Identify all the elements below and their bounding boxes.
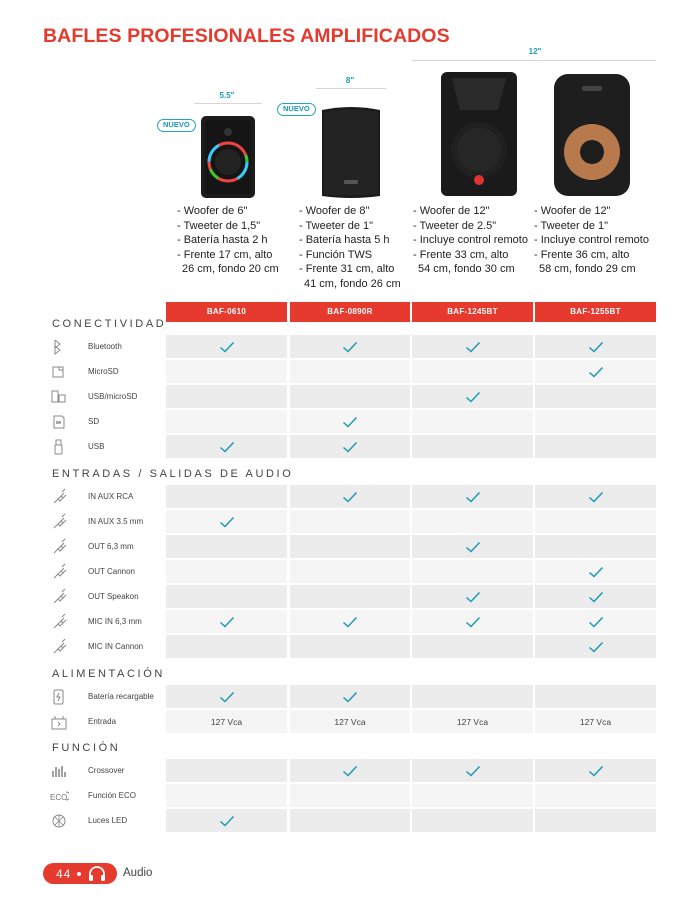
feature-label: USB/microSD <box>88 392 138 401</box>
table-cell <box>535 385 656 408</box>
table-cell: 127 Vca <box>290 710 410 733</box>
check-icon <box>412 485 533 508</box>
check-icon <box>412 385 533 408</box>
table-row <box>43 360 656 383</box>
feature-label: Crossover <box>88 766 125 775</box>
table-cell <box>290 360 410 383</box>
spec-line: - Tweeter de 1,5" <box>177 219 261 232</box>
spec-line: 58 cm, fondo 29 cm <box>539 263 636 275</box>
table-cell <box>412 784 533 807</box>
check-icon <box>412 335 533 358</box>
check-icon <box>535 360 656 383</box>
check-icon <box>290 410 410 433</box>
table-row <box>43 585 656 608</box>
table-cell: 127 Vca <box>412 710 533 733</box>
table-row <box>43 535 656 558</box>
microsd-icon <box>43 360 75 383</box>
rca-plug-icon <box>43 485 75 508</box>
page-number-pill <box>43 863 117 884</box>
spec-line: 26 cm, fondo 20 cm <box>182 263 279 275</box>
new-badge: NUEVO <box>157 119 196 132</box>
check-icon <box>412 585 533 608</box>
feature-label: MIC IN Cannon <box>88 642 144 651</box>
spec-line: 41 cm, fondo 26 cm <box>304 277 401 290</box>
spec-line: - Woofer de 12" <box>534 205 611 217</box>
table-row <box>43 635 656 658</box>
spec-line: - Tweeter de 1" <box>534 219 609 232</box>
check-icon <box>166 685 287 708</box>
spec-line: - Tweeter de 2.5" <box>413 219 497 232</box>
check-icon <box>412 535 533 558</box>
table-row <box>43 335 656 358</box>
check-icon <box>290 610 410 633</box>
eco-icon <box>43 784 75 807</box>
table-cell <box>290 560 410 583</box>
battery-icon <box>43 685 75 708</box>
check-icon <box>535 585 656 608</box>
table-cell <box>166 535 287 558</box>
table-cell <box>290 635 410 658</box>
table-cell <box>535 784 656 807</box>
check-icon <box>166 335 287 358</box>
section-label: Audio <box>123 867 153 879</box>
table-cell: 127 Vca <box>166 710 287 733</box>
table-cell <box>535 809 656 832</box>
table-row <box>43 784 656 807</box>
speaker-image-baf-0610 <box>199 114 257 200</box>
check-icon <box>412 610 533 633</box>
check-icon <box>290 685 410 708</box>
spec-line: - Frente 17 cm, alto <box>177 248 273 261</box>
feature-label: USB <box>88 442 105 451</box>
feature-label: Batería recargable <box>88 692 154 701</box>
check-icon <box>535 759 656 782</box>
feature-label: IN AUX 3.5 mm <box>88 517 144 526</box>
feature-label: Bluetooth <box>88 342 122 351</box>
specs-baf-1245bt <box>413 204 528 277</box>
spec-line: - Woofer de 12" <box>413 205 490 217</box>
section-title: FUNCIÓN <box>52 742 121 754</box>
table-row <box>43 710 656 733</box>
table-cell <box>412 685 533 708</box>
usb-microsd-icon <box>43 385 75 408</box>
mic-jack-icon <box>43 610 75 633</box>
headphones-icon <box>87 866 107 882</box>
table-cell <box>166 485 287 508</box>
table-cell <box>166 360 287 383</box>
check-icon <box>290 485 410 508</box>
table-cell <box>166 635 287 658</box>
table-cell <box>412 560 533 583</box>
feature-label: Entrada <box>88 717 117 726</box>
spec-line: 54 cm, fondo 30 cm <box>418 263 515 275</box>
check-icon <box>535 485 656 508</box>
table-cell <box>535 410 656 433</box>
check-icon <box>412 759 533 782</box>
check-icon <box>166 510 287 533</box>
column-header-baf-0610: BAF-0610 <box>166 302 287 322</box>
feature-label: OUT 6,3 mm <box>88 542 134 551</box>
specs-baf-0890r <box>299 204 401 291</box>
table-row <box>43 809 656 832</box>
table-cell <box>290 510 410 533</box>
table-cell <box>412 510 533 533</box>
spec-line: - Función TWS <box>299 248 373 261</box>
feature-label: IN AUX RCA <box>88 492 134 501</box>
speaker-image-baf-1245bt <box>438 70 520 198</box>
column-header-baf-1255bt: BAF-1255BT <box>535 302 656 322</box>
table-cell <box>535 510 656 533</box>
speakon-plug-icon <box>43 585 75 608</box>
spec-line: - Incluye control remoto <box>534 234 649 246</box>
check-icon <box>535 635 656 658</box>
spec-line: - Woofer de 8" <box>299 205 370 217</box>
feature-label: MicroSD <box>88 367 119 376</box>
spec-line: - Tweeter de 1" <box>299 219 374 232</box>
speaker-image-baf-1255bt <box>552 72 632 198</box>
spec-line: - Frente 31 cm, alto <box>299 263 395 275</box>
column-header-baf-1245bt: BAF-1245BT <box>412 302 533 322</box>
table-cell <box>412 360 533 383</box>
check-icon <box>166 809 287 832</box>
table-cell <box>290 784 410 807</box>
feature-label: OUT Speakon <box>88 592 139 601</box>
check-icon <box>290 435 410 458</box>
table-row <box>43 560 656 583</box>
table-cell <box>290 535 410 558</box>
table-cell <box>166 410 287 433</box>
table-row <box>43 685 656 708</box>
check-icon <box>290 759 410 782</box>
spec-line: - Batería hasta 2 h <box>177 234 268 246</box>
bluetooth-icon <box>43 335 75 358</box>
aux-plug-icon <box>43 510 75 533</box>
power-plug-icon <box>43 710 75 733</box>
check-icon <box>166 435 287 458</box>
section-title: CONECTIVIDAD <box>52 318 167 330</box>
section-title: ENTRADAS / SALIDAS DE AUDIO <box>52 468 294 480</box>
table-cell: 127 Vca <box>535 710 656 733</box>
usb-icon <box>43 435 75 458</box>
table-row <box>43 485 656 508</box>
size-divider <box>316 88 386 89</box>
table-cell <box>535 535 656 558</box>
speaker-image-baf-0890r <box>318 104 384 200</box>
size-divider <box>194 103 262 104</box>
table-cell <box>166 759 287 782</box>
table-row <box>43 385 656 408</box>
specs-baf-1255bt <box>534 204 649 277</box>
table-row <box>43 759 656 782</box>
size-label-8: 8" <box>345 76 355 85</box>
feature-label: OUT Cannon <box>88 567 135 576</box>
check-icon <box>290 335 410 358</box>
feature-label: Función ECO <box>88 791 137 800</box>
equalizer-icon <box>43 759 75 782</box>
mic-xlr-icon <box>43 635 75 658</box>
feature-label: SD <box>88 417 100 426</box>
table-cell <box>535 685 656 708</box>
size-label-5-5: 5.5" <box>219 91 235 100</box>
spec-line: - Frente 36 cm, alto <box>534 248 630 261</box>
table-cell <box>290 585 410 608</box>
check-icon <box>535 335 656 358</box>
column-header-baf-0890r: BAF-0890R <box>290 302 410 322</box>
sd-card-icon <box>43 410 75 433</box>
table-cell <box>166 784 287 807</box>
table-row <box>43 510 656 533</box>
table-cell <box>412 435 533 458</box>
page-number: 44 <box>56 866 72 881</box>
check-icon <box>166 610 287 633</box>
table-cell <box>290 809 410 832</box>
table-row <box>43 435 656 458</box>
spec-line: - Incluye control remoto <box>413 234 528 246</box>
table-cell <box>166 385 287 408</box>
xlr-plug-icon <box>43 560 75 583</box>
specs-baf-0610 <box>177 204 279 277</box>
size-label-12: 12" <box>528 47 542 56</box>
led-lights-icon <box>43 809 75 832</box>
page-title: BAFLES PROFESIONALES AMPLIFICADOS <box>43 25 450 47</box>
table-cell <box>290 385 410 408</box>
feature-label: MIC IN 6,3 mm <box>88 617 142 626</box>
size-divider <box>412 60 656 61</box>
new-badge: NUEVO <box>277 103 316 116</box>
table-cell <box>166 560 287 583</box>
table-cell <box>412 809 533 832</box>
feature-label: Luces LED <box>88 816 128 825</box>
table-row <box>43 410 656 433</box>
spec-line: - Batería hasta 5 h <box>299 234 390 246</box>
table-cell <box>535 435 656 458</box>
section-title: ALIMENTACIÓN <box>52 668 165 680</box>
spec-line: - Frente 33 cm, alto <box>413 248 509 261</box>
jack-plug-icon <box>43 535 75 558</box>
check-icon <box>535 560 656 583</box>
check-icon <box>535 610 656 633</box>
table-cell <box>166 585 287 608</box>
table-cell <box>412 635 533 658</box>
spec-line: - Woofer de 6" <box>177 205 248 217</box>
separator-dot <box>77 872 81 876</box>
table-cell <box>412 410 533 433</box>
table-row <box>43 610 656 633</box>
svg-text:ECO: ECO <box>50 792 68 802</box>
